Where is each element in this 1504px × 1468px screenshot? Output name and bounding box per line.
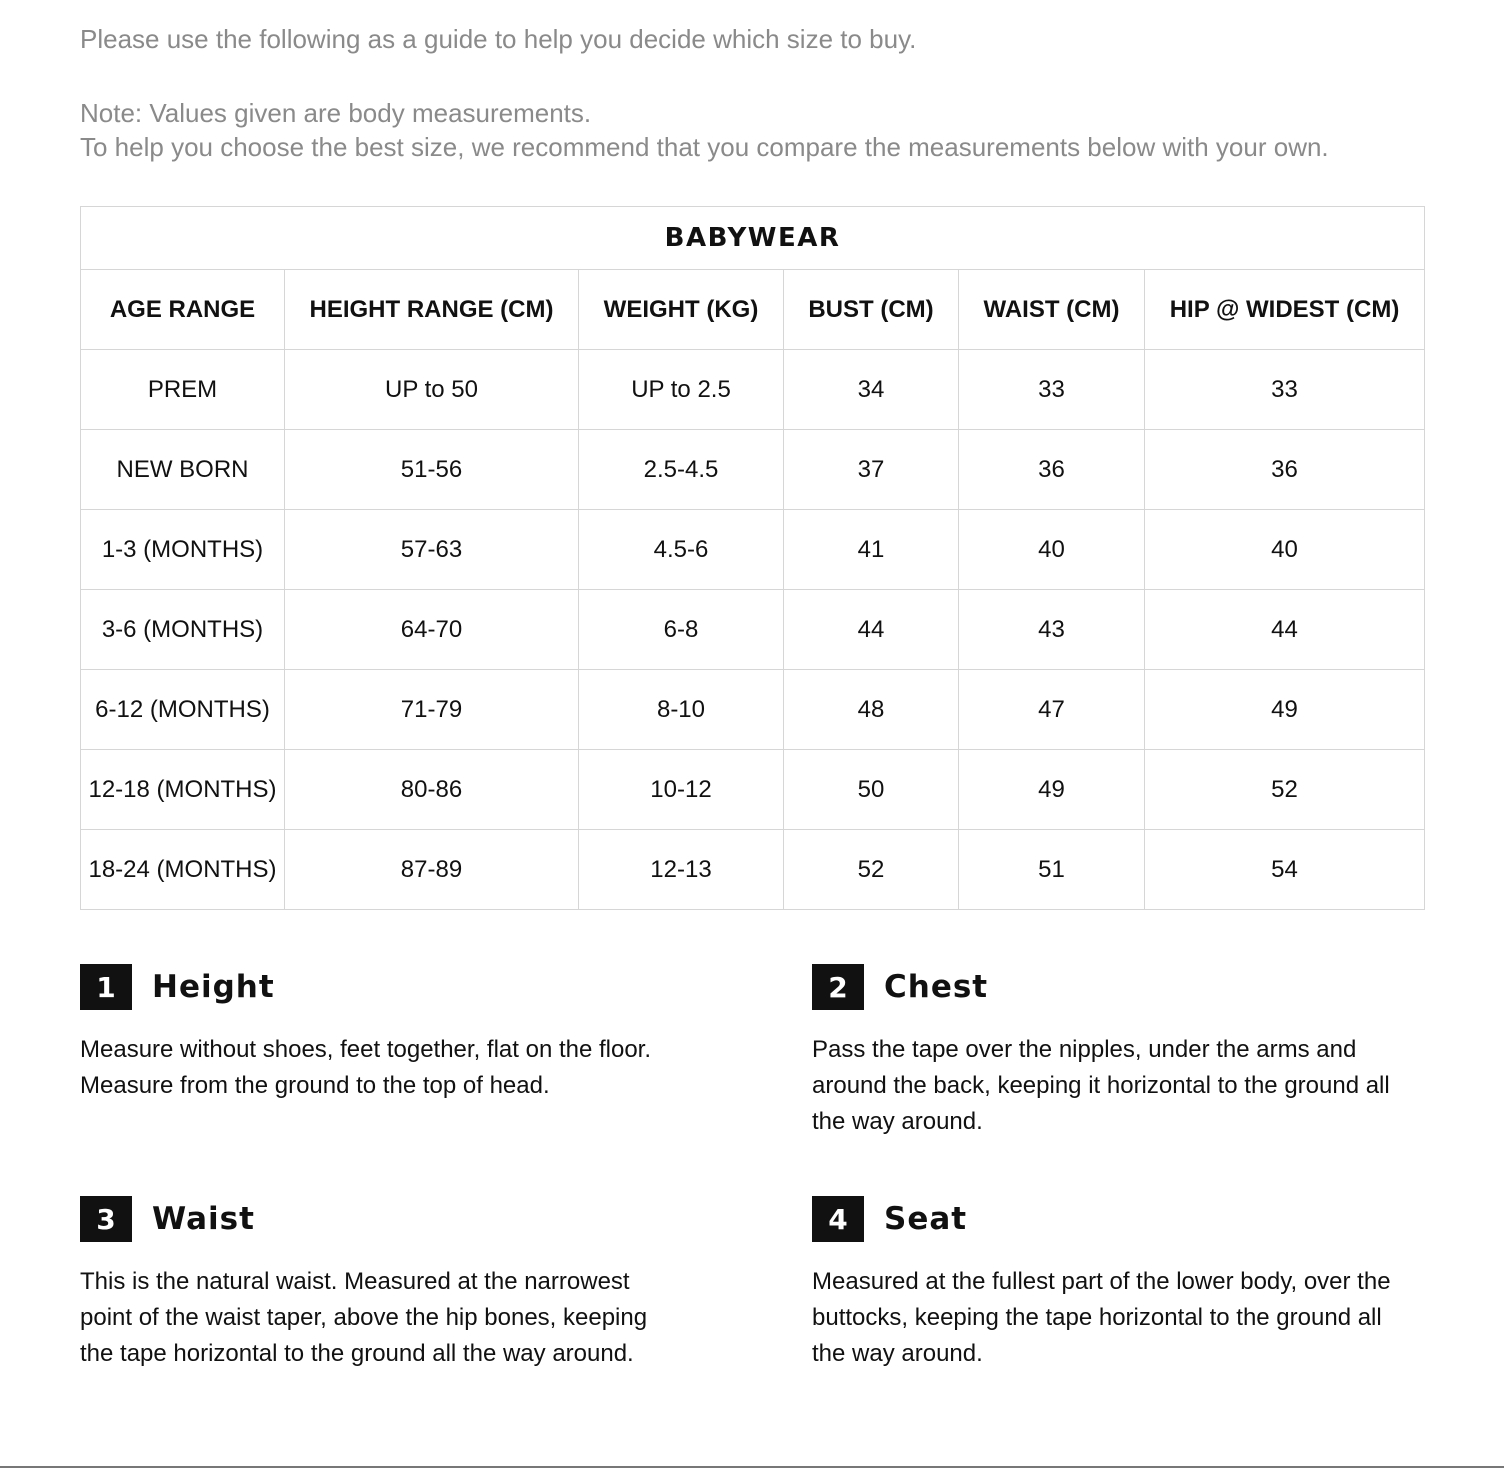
header-weight: WEIGHT (KG) (579, 270, 784, 350)
header-age-range: AGE RANGE (81, 270, 285, 350)
cell-age: 1-3 (MONTHS) (81, 510, 285, 590)
cell-hip: 36 (1145, 430, 1425, 510)
cell-waist: 36 (959, 430, 1145, 510)
cell-weight: UP to 2.5 (579, 350, 784, 430)
cell-age: 12-18 (MONTHS) (81, 750, 285, 830)
cell-weight: 2.5-4.5 (579, 430, 784, 510)
section-title: Waist (152, 1201, 255, 1237)
cell-weight: 6-8 (579, 590, 784, 670)
intro-recommend: To help you choose the best size, we recommend that you compare the measurements below with your own. (80, 132, 1329, 162)
cell-bust: 41 (784, 510, 959, 590)
cell-weight: 4.5-6 (579, 510, 784, 590)
section-description: Measured at the fullest part of the lower body, over the buttocks, keeping the tape horizontal to the ground all the way around. (812, 1268, 1391, 1367)
section-number-badge: 1 (80, 964, 132, 1010)
section-description: Pass the tape over the nipples, under the arms and around the back, keeping it horizontal to the ground all the way around. (812, 1036, 1390, 1135)
cell-height: 57-63 (285, 510, 579, 590)
cell-waist: 51 (959, 830, 1145, 910)
cell-hip: 40 (1145, 510, 1425, 590)
intro-note: Note: Values given are body measurements. (80, 98, 592, 128)
header-height-range: HEIGHT RANGE (CM) (285, 270, 579, 350)
section-description: Measure without shoes, feet together, flat on the floor. Measure from the ground to the top of head. (80, 1036, 652, 1099)
cell-waist: 33 (959, 350, 1145, 430)
table-title: BABYWEAR (81, 207, 1425, 270)
header-waist: WAIST (CM) (959, 270, 1145, 350)
section-description: This is the natural waist. Measured at the narrowest point of the waist taper, above the hip bones, keeping the tape horizontal to the ground all the way around. (80, 1268, 648, 1367)
header-hip: HIP @ WIDEST (CM) (1145, 270, 1425, 350)
table-row (81, 590, 1425, 670)
section-number-badge: 4 (812, 1196, 864, 1242)
section-height (80, 964, 680, 1104)
cell-bust: 50 (784, 750, 959, 830)
cell-height: 51-56 (285, 430, 579, 510)
section-title: Chest (884, 969, 989, 1005)
cell-weight: 12-13 (579, 830, 784, 910)
intro-text (80, 22, 1460, 164)
cell-height: UP to 50 (285, 350, 579, 430)
section-waist (80, 1196, 680, 1372)
cell-height: 80-86 (285, 750, 579, 830)
cell-hip: 33 (1145, 350, 1425, 430)
section-title: Height (152, 969, 275, 1005)
section-number-badge: 2 (812, 964, 864, 1010)
table-row (81, 430, 1425, 510)
table-row (81, 750, 1425, 830)
section-title: Seat (884, 1201, 968, 1237)
cell-hip: 54 (1145, 830, 1425, 910)
section-seat (812, 1196, 1412, 1372)
section-chest (812, 964, 1412, 1140)
cell-waist: 49 (959, 750, 1145, 830)
size-chart-table (80, 206, 1425, 910)
cell-age: PREM (81, 350, 285, 430)
table-row (81, 830, 1425, 910)
cell-hip: 44 (1145, 590, 1425, 670)
cell-age: 18-24 (MONTHS) (81, 830, 285, 910)
cell-age: 3-6 (MONTHS) (81, 590, 285, 670)
cell-hip: 49 (1145, 670, 1425, 750)
cell-bust: 37 (784, 430, 959, 510)
header-bust: BUST (CM) (784, 270, 959, 350)
cell-height: 64-70 (285, 590, 579, 670)
cell-height: 87-89 (285, 830, 579, 910)
cell-bust: 34 (784, 350, 959, 430)
cell-bust: 48 (784, 670, 959, 750)
intro-guide: Please use the following as a guide to help you decide which size to buy. (80, 24, 917, 54)
cell-waist: 40 (959, 510, 1145, 590)
cell-weight: 10-12 (579, 750, 784, 830)
cell-bust: 44 (784, 590, 959, 670)
table-row (81, 510, 1425, 590)
cell-waist: 43 (959, 590, 1145, 670)
cell-age: NEW BORN (81, 430, 285, 510)
cell-height: 71-79 (285, 670, 579, 750)
section-number-badge: 3 (80, 1196, 132, 1242)
table-row (81, 350, 1425, 430)
cell-waist: 47 (959, 670, 1145, 750)
cell-age: 6-12 (MONTHS) (81, 670, 285, 750)
table-row (81, 670, 1425, 750)
cell-hip: 52 (1145, 750, 1425, 830)
cell-bust: 52 (784, 830, 959, 910)
cell-weight: 8-10 (579, 670, 784, 750)
